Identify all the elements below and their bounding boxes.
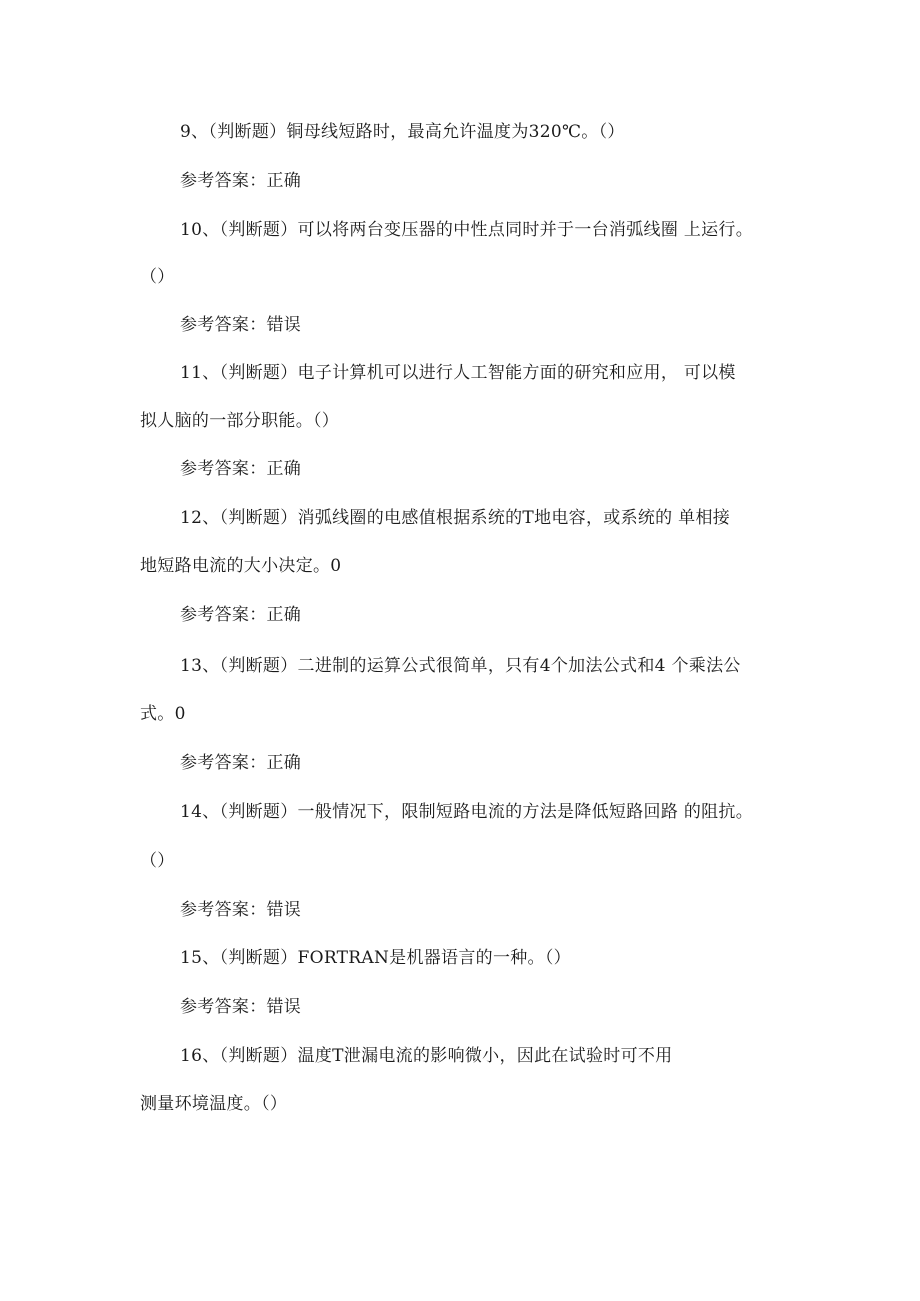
question-14-text: 14、（判断题）一般情况下，限制短路电流的方法是降低短路回路 的阻抗。 xyxy=(180,802,754,822)
question-14-answer: 参考答案：错误 xyxy=(180,900,302,920)
question-10-answer: 参考答案：错误 xyxy=(180,315,302,335)
question-16-text-cont: 测量环境温度。（） xyxy=(140,1094,288,1114)
question-10-text: 10、（判断题）可以将两台变压器的中性点同时并于一台消弧线圈 上运行。 xyxy=(180,220,754,240)
question-13-answer: 参考答案：正确 xyxy=(180,753,302,773)
question-12-answer: 参考答案：正确 xyxy=(180,605,302,625)
question-13-text: 13、（判断题）二进制的运算公式很简单，只有4个加法公式和4 个乘法公 xyxy=(180,656,741,676)
question-12-text-cont: 地短路电流的大小决定。0 xyxy=(140,556,342,576)
question-12-text: 12、（判断题）消弧线圈的电感值根据系统的T地电容，或系统的 单相接 xyxy=(180,508,731,528)
question-13-text-cont: 式。0 xyxy=(140,704,186,724)
question-9-text: 9、（判断题）铜母线短路时，最高允许温度为320℃。（） xyxy=(180,122,625,142)
question-15-answer: 参考答案：错误 xyxy=(180,997,302,1017)
question-15-text: 15、（判断题）FORTRAN是机器语言的一种。（） xyxy=(180,948,571,968)
question-10-text-cont: （） xyxy=(140,267,175,287)
question-14-text-cont: （） xyxy=(140,851,175,871)
question-16-text: 16、（判断题）温度T泄漏电流的影响微小，因此在试验时可不用 xyxy=(180,1046,673,1066)
question-9-answer: 参考答案：正确 xyxy=(180,171,302,191)
question-11-answer: 参考答案：正确 xyxy=(180,459,302,479)
question-11-text-cont: 拟人脑的一部分职能。（） xyxy=(140,411,340,431)
question-11-text: 11、（判断题）电子计算机可以进行人工智能方面的研究和应用， 可以模 xyxy=(180,363,736,383)
